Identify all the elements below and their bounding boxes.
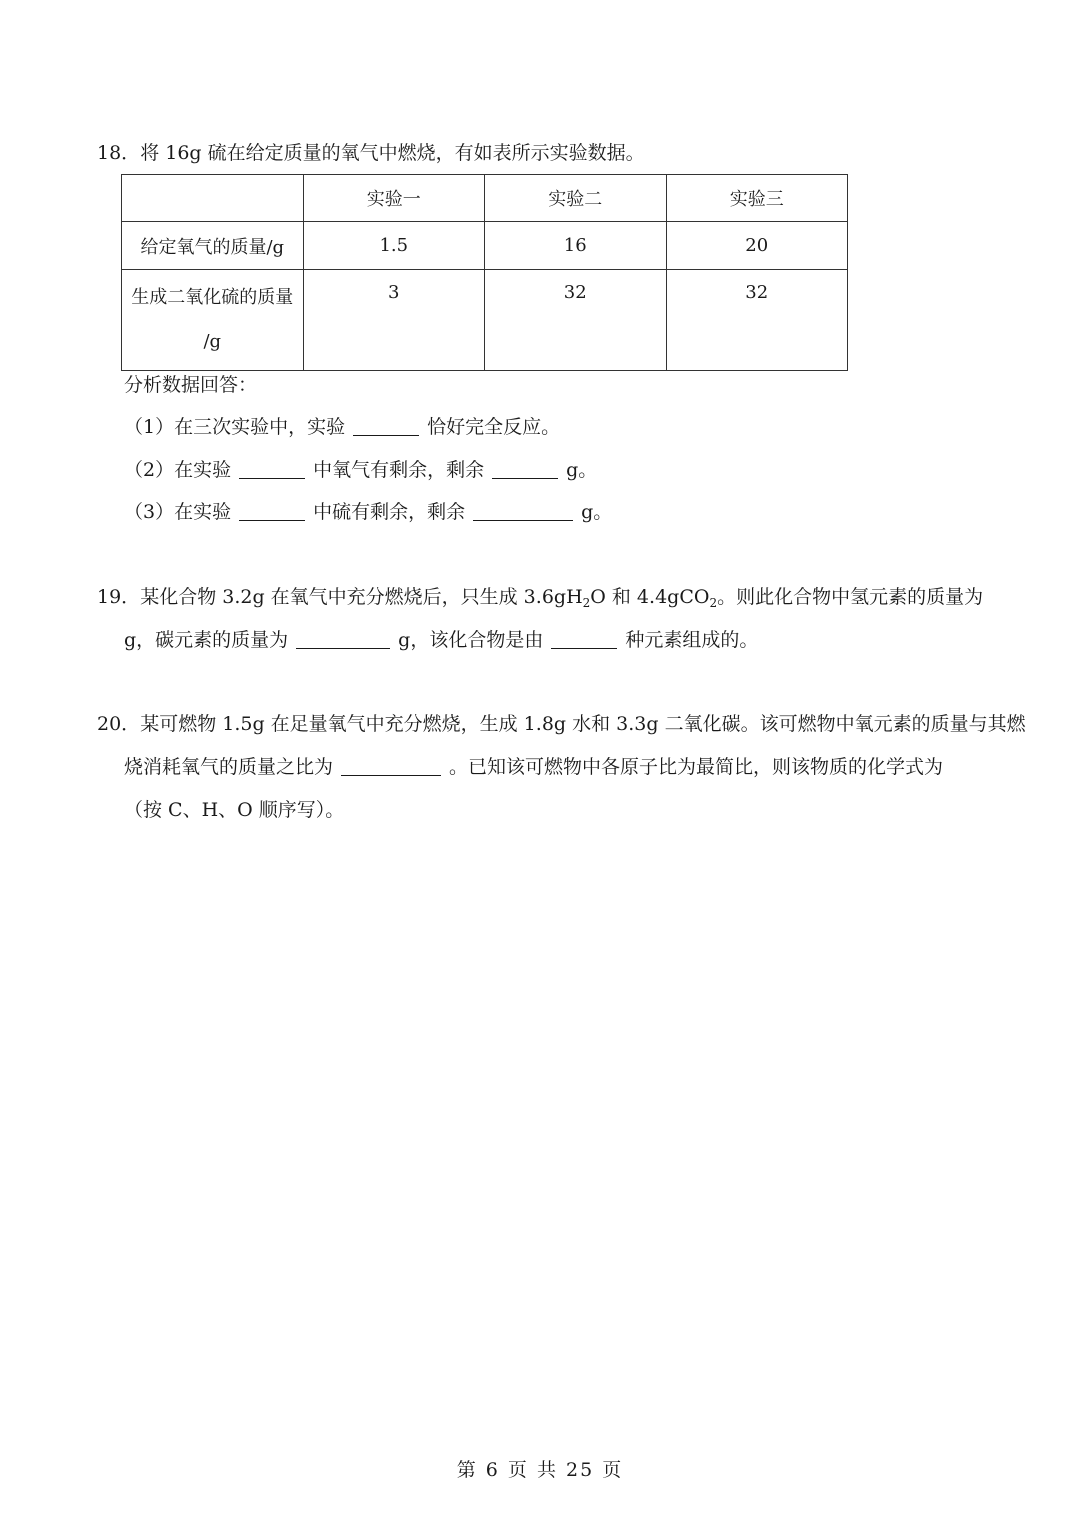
q18-part1-text-a: （1）在三次实验中，实验 bbox=[124, 416, 346, 438]
q20-text-b: 烧消耗氧气的质量之比为 bbox=[124, 756, 334, 778]
q19-text-b: O 和 4.4gCO bbox=[590, 586, 710, 608]
q20-line3: （按 C、H、O 顺序写）。 bbox=[124, 799, 345, 821]
q19-sub-co2: 2 bbox=[709, 596, 718, 610]
q20-number: 20． bbox=[97, 713, 141, 735]
q20-line1 bbox=[97, 711, 1026, 737]
q18-part2-text-b: 中氧气有剩余，剩余 bbox=[313, 459, 485, 481]
q18-part1 bbox=[124, 414, 560, 440]
q19-number: 19． bbox=[97, 586, 141, 608]
q19-text-c: 。则此化合物中氢元素的质量为 bbox=[717, 586, 984, 608]
q19-text-a: 某化合物 3.2g 在氧气中充分燃烧后，只生成 3.6gH bbox=[140, 586, 583, 608]
page-footer: 第 6 页 共 25 页 bbox=[456, 1459, 624, 1481]
row-label-so2 bbox=[122, 270, 304, 371]
q20-line2 bbox=[124, 754, 943, 780]
q18-data-table bbox=[121, 174, 848, 371]
q19-text-d: g，碳元素的质量为 bbox=[124, 629, 289, 651]
cell-so2-exp3: 32 bbox=[666, 270, 848, 371]
row-label-oxygen: 给定氧气的质量/g bbox=[122, 222, 304, 270]
table-header-empty bbox=[122, 175, 304, 222]
q20-text-c: 。已知该可燃物中各原子比为最简比，则该物质的化学式为 bbox=[449, 756, 944, 778]
q18-number: 18． bbox=[97, 142, 141, 164]
q19-line2 bbox=[124, 627, 758, 653]
table-header-exp2: 实验二 bbox=[485, 175, 666, 222]
q18-analysis: 分析数据回答： bbox=[124, 374, 258, 396]
q18-part2-text-a: （2）在实验 bbox=[124, 459, 232, 481]
answer-blank[interactable] bbox=[239, 500, 305, 521]
q19-text-f: 种元素组成的。 bbox=[625, 629, 759, 651]
cell-so2-exp1: 3 bbox=[303, 270, 485, 371]
table-header-exp1: 实验一 bbox=[303, 175, 485, 222]
cell-oxygen-exp3: 20 bbox=[666, 222, 848, 270]
q18-stem bbox=[97, 140, 645, 166]
answer-blank[interactable] bbox=[353, 415, 419, 436]
answer-blank[interactable] bbox=[551, 628, 617, 649]
cell-so2-exp2: 32 bbox=[485, 270, 666, 371]
q18-part2 bbox=[124, 457, 597, 483]
q18-part3-text-c: g。 bbox=[581, 501, 613, 523]
cell-oxygen-exp2: 16 bbox=[485, 222, 666, 270]
q18-stem-text: 将 16g 硫在给定质量的氧气中燃烧，有如表所示实验数据。 bbox=[140, 142, 645, 164]
q18-part3-text-b: 中硫有剩余，剩余 bbox=[313, 501, 466, 523]
table-row-so2 bbox=[122, 270, 848, 371]
table-row-oxygen bbox=[122, 222, 848, 270]
answer-blank[interactable] bbox=[492, 458, 558, 479]
q20-text-a: 某可燃物 1.5g 在足量氧气中充分燃烧，生成 1.8g 水和 3.3g 二氧化碳。该可燃物中氧元素的质量与其燃 bbox=[140, 713, 1026, 735]
table-header-row bbox=[122, 175, 848, 222]
q18-part1-text-b: 恰好完全反应。 bbox=[427, 416, 561, 438]
cell-oxygen-exp1: 1.5 bbox=[303, 222, 485, 270]
answer-blank[interactable] bbox=[239, 458, 305, 479]
q19-sub-h2o: 2 bbox=[582, 596, 591, 610]
q18-part3 bbox=[124, 499, 612, 525]
answer-blank[interactable] bbox=[296, 628, 390, 649]
row-label-so2-line1: 生成二氧化硫的质量 bbox=[131, 287, 294, 308]
q19-line1 bbox=[97, 584, 983, 610]
row-label-so2-line2: /g bbox=[203, 331, 222, 352]
answer-blank[interactable] bbox=[473, 500, 573, 521]
q18-part2-text-c: g。 bbox=[566, 459, 598, 481]
answer-blank[interactable] bbox=[341, 755, 441, 776]
q18-part3-text-a: （3）在实验 bbox=[124, 501, 232, 523]
q19-text-e: g，该化合物是由 bbox=[398, 629, 544, 651]
table-header-exp3: 实验三 bbox=[666, 175, 848, 222]
